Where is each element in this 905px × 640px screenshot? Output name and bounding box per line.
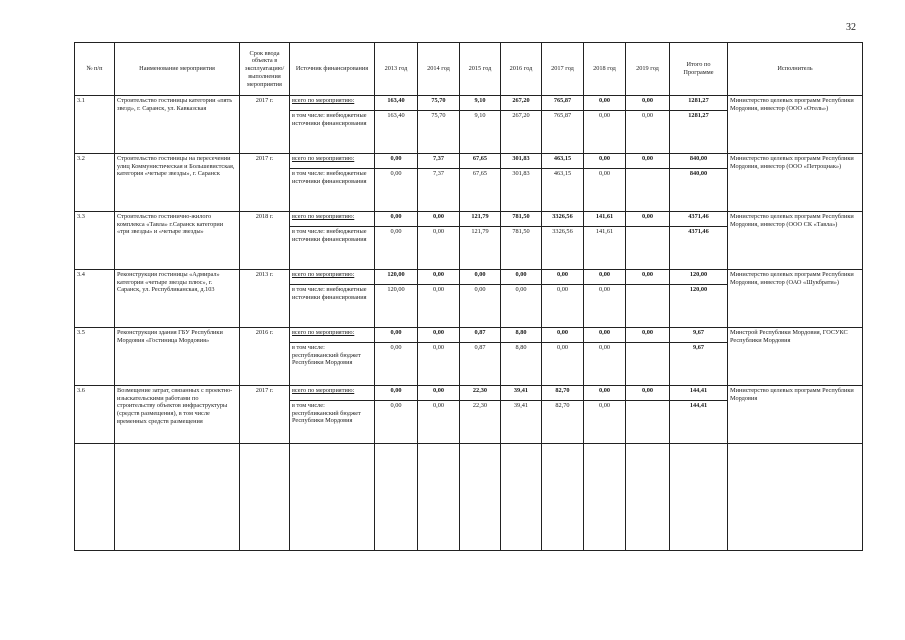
header-2019: 2019 год [626,43,670,96]
header-2018: 2018 год [584,43,626,96]
total-2015: 9,10 [460,96,501,111]
sub-program: 4371,46 [670,227,728,270]
row-executor: Министерство целевых программ Республики Мордовия, инвестор (ОАО «Шукбрати») [728,270,863,328]
filler-cell [460,444,501,551]
sub-2013: 120,00 [375,285,418,328]
sub-2019 [626,169,670,212]
total-source: всего по мероприятию: [290,386,375,401]
row-number: 3.3 [75,212,115,270]
sub-2016: 267,20 [501,111,542,154]
total-2016: 39,41 [501,386,542,401]
total-2017: 3326,56 [542,212,584,227]
total-2014: 0,00 [418,212,460,227]
sub-source: в том числе: республиканский бюджет Республики Мордовия [290,343,375,386]
row-name: Возмещение затрат, связанных с проектно-изыскательскими работами по строительству объектов инфраструктуры (средств размещения), в том числе временных средств размещения [115,386,240,444]
filler-cell [418,444,460,551]
row-name: Реконструкция гостиницы «Адмирал» категории «четыре звезды плюс», г. Саранск, ул. Республиканская, д.103 [115,270,240,328]
row-name: Строительство гостинично-жилого комплекса «Тавла» г.Саранск категории «три звезды» и «четыре звезды» [115,212,240,270]
sub-program: 144,41 [670,401,728,444]
filler-cell [501,444,542,551]
sub-2017: 0,00 [542,285,584,328]
sub-2016: 0,00 [501,285,542,328]
row-name: Строительство гостиницы на пересечении улиц Коммунистическая и Большевистская, категория «четыре звезды», г. Саранск [115,154,240,212]
total-2014: 75,70 [418,96,460,111]
total-2018: 141,61 [584,212,626,227]
row-number: 3.1 [75,96,115,154]
header-row [75,43,863,96]
sub-2019: 0,00 [626,111,670,154]
header-2016: 2016 год [501,43,542,96]
row-number: 3.6 [75,386,115,444]
filler-cell [728,444,863,551]
total-program: 4371,46 [670,212,728,227]
filler-cell [584,444,626,551]
table-row [75,386,863,401]
sub-2017: 82,70 [542,401,584,444]
total-2018: 0,00 [584,386,626,401]
sub-2018: 0,00 [584,285,626,328]
total-2016: 781,50 [501,212,542,227]
row-number: 3.4 [75,270,115,328]
row-term: 2017 г. [240,386,290,444]
table-row [75,212,863,227]
sub-2017: 3326,56 [542,227,584,270]
total-2013: 0,00 [375,154,418,169]
row-executor: Министерство целевых программ Республики Мордовия, инвестор (ООО «Отель») [728,96,863,154]
sub-2015: 9,10 [460,111,501,154]
sub-2014: 0,00 [418,285,460,328]
sub-2013: 0,00 [375,227,418,270]
sub-2013: 163,40 [375,111,418,154]
row-term: 2013 г. [240,270,290,328]
header-executor: Исполнитель [728,43,863,96]
total-2013: 0,00 [375,386,418,401]
sub-program: 840,00 [670,169,728,212]
sub-source: в том числе: внебюджетные источники финансирования [290,227,375,270]
total-2017: 0,00 [542,328,584,343]
total-2019: 0,00 [626,328,670,343]
total-2013: 163,40 [375,96,418,111]
total-2017: 82,70 [542,386,584,401]
total-program: 9,67 [670,328,728,343]
filler-cell [626,444,670,551]
table-filler-row [75,444,863,551]
total-2014: 0,00 [418,328,460,343]
row-term: 2018 г. [240,212,290,270]
sub-2019 [626,285,670,328]
total-2016: 8,80 [501,328,542,343]
header-term: Срок ввода объекта в эксплуатацию/ выполнения мероприятия [240,43,290,96]
row-term: 2017 г. [240,96,290,154]
sub-2014: 0,00 [418,343,460,386]
total-2015: 67,65 [460,154,501,169]
header-name: Наименование мероприятия [115,43,240,96]
total-2018: 0,00 [584,270,626,285]
total-2013: 0,00 [375,212,418,227]
total-2014: 0,00 [418,270,460,285]
total-2015: 121,79 [460,212,501,227]
filler-cell [290,444,375,551]
sub-2017: 765,87 [542,111,584,154]
sub-2015: 0,87 [460,343,501,386]
header-2013: 2013 год [375,43,418,96]
sub-program: 1281,27 [670,111,728,154]
total-program: 840,00 [670,154,728,169]
sub-2018: 0,00 [584,343,626,386]
filler-cell [115,444,240,551]
total-2019: 0,00 [626,386,670,401]
sub-source: в том числе: внебюджетные источники финансирования [290,169,375,212]
total-2015: 22,30 [460,386,501,401]
sub-2014: 75,70 [418,111,460,154]
sub-2013: 0,00 [375,169,418,212]
row-term: 2017 г. [240,154,290,212]
row-name: Строительство гостиницы категории «пять звезд», г. Саранск, ул. Кавказская [115,96,240,154]
total-2015: 0,87 [460,328,501,343]
table-row [75,328,863,343]
total-source: всего по мероприятию: [290,96,375,111]
sub-source: в том числе: республиканский бюджет Республики Мордовия [290,401,375,444]
sub-2015: 22,30 [460,401,501,444]
total-2017: 463,15 [542,154,584,169]
filler-cell [542,444,584,551]
row-executor: Министерство целевых программ Республики Мордовия, инвестор (ООО «Петроцнак») [728,154,863,212]
total-2016: 301,83 [501,154,542,169]
sub-2018: 0,00 [584,169,626,212]
sub-2016: 301,83 [501,169,542,212]
total-2013: 120,00 [375,270,418,285]
sub-2014: 7,37 [418,169,460,212]
total-2016: 0,00 [501,270,542,285]
table-row [75,270,863,285]
sub-2016: 781,50 [501,227,542,270]
row-number: 3.5 [75,328,115,386]
total-2019: 0,00 [626,96,670,111]
total-2019: 0,00 [626,154,670,169]
sub-2018: 0,00 [584,111,626,154]
total-2019: 0,00 [626,270,670,285]
sub-2016: 39,41 [501,401,542,444]
sub-2019 [626,343,670,386]
sub-2017: 0,00 [542,343,584,386]
sub-program: 120,00 [670,285,728,328]
total-2016: 267,20 [501,96,542,111]
header-total: Итого по Программе [670,43,728,96]
total-program: 144,41 [670,386,728,401]
row-executor: Министерство целевых программ Республики Мордовия, инвестор (ООО СК «Тавла») [728,212,863,270]
sub-source: в том числе: внебюджетные источники финансирования [290,285,375,328]
row-executor: Минстрой Республики Мордовия, ГОСУКС Республики Мордовия [728,328,863,386]
filler-cell [670,444,728,551]
program-table [74,42,863,551]
table-row [75,96,863,111]
total-2014: 7,37 [418,154,460,169]
filler-cell [375,444,418,551]
header-2014: 2014 год [418,43,460,96]
total-program: 120,00 [670,270,728,285]
sub-2015: 121,79 [460,227,501,270]
row-name: Реконструкция здания ГБУ Республики Мордовия «Гостиница Мордовия» [115,328,240,386]
total-2019: 0,00 [626,212,670,227]
total-2014: 0,00 [418,386,460,401]
row-executor: Министерство целевых программ Республики Мордовия [728,386,863,444]
header-source: Источник финансирования [290,43,375,96]
total-2017: 0,00 [542,270,584,285]
total-source: всего по мероприятию: [290,212,375,227]
header-2015: 2015 год [460,43,501,96]
total-2015: 0,00 [460,270,501,285]
row-term: 2016 г. [240,328,290,386]
sub-2013: 0,00 [375,343,418,386]
page-number: 32 [846,22,856,33]
sub-2019 [626,227,670,270]
total-program: 1281,27 [670,96,728,111]
header-2017: 2017 год [542,43,584,96]
filler-cell [75,444,115,551]
sub-2015: 67,65 [460,169,501,212]
sub-2016: 8,80 [501,343,542,386]
total-2018: 0,00 [584,96,626,111]
total-2013: 0,00 [375,328,418,343]
sub-program: 9,67 [670,343,728,386]
sub-2014: 0,00 [418,401,460,444]
total-source: всего по мероприятию: [290,270,375,285]
sub-2014: 0,00 [418,227,460,270]
sub-2018: 0,00 [584,401,626,444]
sub-source: в том числе: внебюджетные источники финансирования [290,111,375,154]
sub-2019 [626,401,670,444]
table-row [75,154,863,169]
sub-2015: 0,00 [460,285,501,328]
total-2017: 765,87 [542,96,584,111]
filler-cell [240,444,290,551]
total-source: всего по мероприятию: [290,328,375,343]
row-number: 3.2 [75,154,115,212]
total-2018: 0,00 [584,328,626,343]
sub-2017: 463,15 [542,169,584,212]
total-source: всего по мероприятию: [290,154,375,169]
header-num: № п/п [75,43,115,96]
sub-2018: 141,61 [584,227,626,270]
sub-2013: 0,00 [375,401,418,444]
total-2018: 0,00 [584,154,626,169]
